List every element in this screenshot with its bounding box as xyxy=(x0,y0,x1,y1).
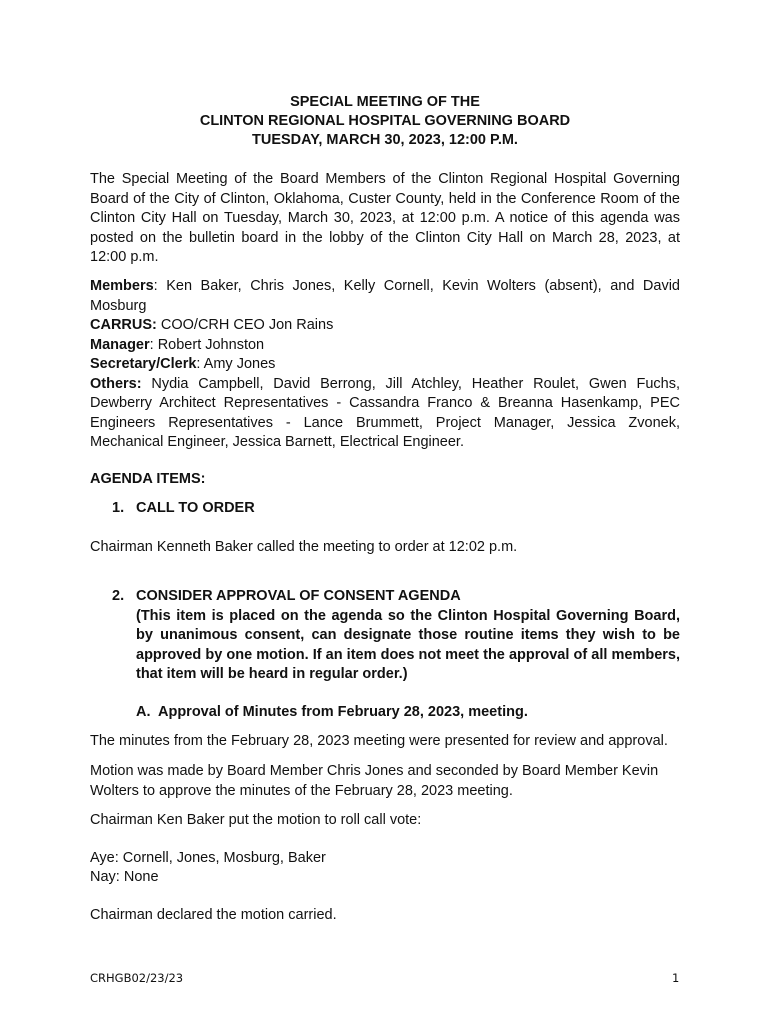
agenda-heading: AGENDA ITEMS: xyxy=(90,471,206,487)
title-line-1: SPECIAL MEETING OF THE xyxy=(290,94,480,110)
carrus-label: CARRUS: xyxy=(90,317,157,333)
item-2-number: 2. xyxy=(112,588,125,604)
carrus-line xyxy=(90,316,680,336)
motion-carried-text: Chairman declared the motion carried. xyxy=(90,907,337,923)
title-line-3: TUESDAY, MARCH 30, 2023, 12:00 P.M. xyxy=(252,132,518,148)
item-a-letter: A. xyxy=(136,704,151,720)
secretary-line xyxy=(90,355,680,375)
item-1-number: 1. xyxy=(112,500,125,516)
minutes-text: The minutes from the February 28, 2023 meeting were presented for review and approval. xyxy=(90,733,668,749)
secretary-value: : Amy Jones xyxy=(196,356,276,372)
meeting-title xyxy=(0,93,770,150)
rollcall-text: Chairman Ken Baker put the motion to roll call vote: xyxy=(90,812,422,828)
agenda-item-a xyxy=(136,703,726,723)
carrus-value: COO/CRH CEO Jon Rains xyxy=(156,317,334,333)
call-to-order-text: Chairman Kenneth Baker called the meeting to order at 12:02 p.m. xyxy=(90,539,518,555)
members-line xyxy=(90,277,680,316)
item-2-title: CONSIDER APPROVAL OF CONSENT AGENDA xyxy=(136,588,461,604)
item-1-title: CALL TO ORDER xyxy=(136,500,255,516)
secretary-label: Secretary/Clerk xyxy=(90,356,197,372)
others-label: Others: xyxy=(90,375,142,392)
manager-label: Manager xyxy=(90,336,150,353)
attendance-block xyxy=(90,277,680,453)
others-line xyxy=(90,375,680,453)
nay-votes: Nay: None xyxy=(90,869,159,885)
title-line-2: CLINTON REGIONAL HOSPITAL GOVERNING BOARD xyxy=(199,113,571,129)
intro-paragraph: The Special Meeting of the Board Members of the Clinton Regional Hospital Governing Board of the City of Clinton, Oklahoma, Custer County, held in the Conference Room of the Clinton City Hall on Tuesday, March 30, 2023, at 12:00 p.m. A notice of this agenda was posted on the bulletin board in the lobby of the Clinton City Hall on March 28, 2023, at 12:00 p.m. xyxy=(90,171,680,265)
footer-page-number: 1 xyxy=(672,971,680,985)
aye-votes: Aye: Cornell, Jones, Mosburg, Baker xyxy=(90,850,326,866)
item-2-note: (This item is placed on the agenda so the Clinton Hospital Governing Board, by unanimous consent, can designate those routine items they wish to be approved by one motion. If an item does not meet the approval of all members, that item will be heard in regular order.) xyxy=(136,607,680,682)
manager-value: : Robert Johnston xyxy=(149,336,265,353)
agenda-item-1 xyxy=(112,499,702,519)
motion-text: Motion was made by Board Member Chris Jones and seconded by Board Member Kevin Wolters to approve the minutes of the February 28, 2023 meeting. xyxy=(90,763,659,799)
footer-doc-code: CRHGB02/23/23 xyxy=(90,971,184,985)
others-value: Nydia Campbell, David Berrong, Jill Atchley, Heather Roulet, Gwen Fuchs, Dewberry Architect Representatives - Cassandra Franco & Breanna Hasenkamp, PEC Engineers Representatives - Lance Brummett, Project Manager, Jessica Zvonek, Mechanical Engineer, Jessica Barnett, Electrical Engineer. xyxy=(90,375,680,450)
members-value: : Ken Baker, Chris Jones, Kelly Cornell, Kevin Wolters (absent), and David Mosburg xyxy=(90,278,680,314)
manager-line xyxy=(90,336,680,356)
members-label: Members xyxy=(90,278,154,294)
item-a-title: Approval of Minutes from February 28, 2023, meeting. xyxy=(158,704,528,720)
